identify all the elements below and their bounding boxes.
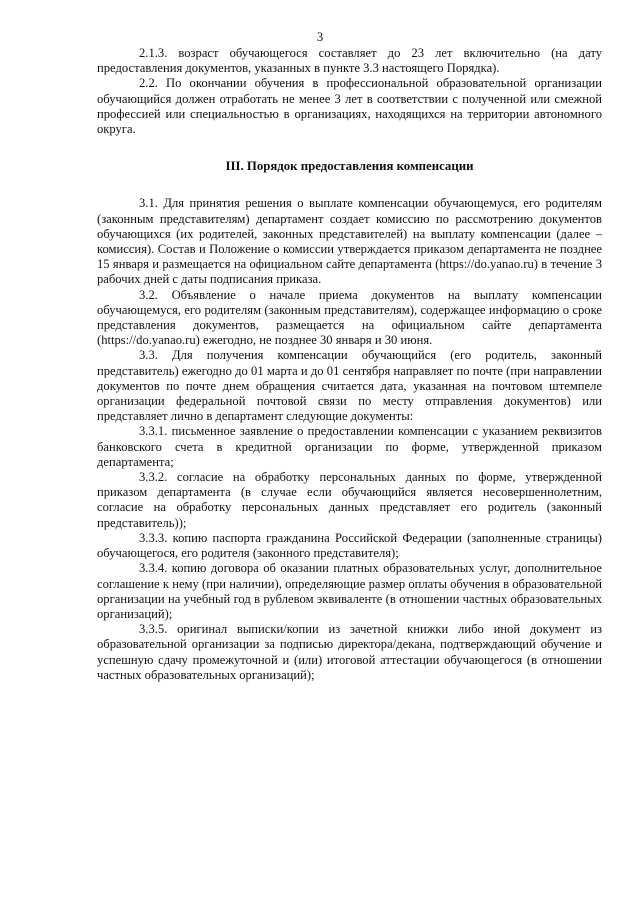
section-heading: III. Порядок предоставления компенсации <box>225 159 474 174</box>
page-number: 3 <box>316 30 324 44</box>
paragraph-3-3-4: 3.3.4. копию договора об оказании платных образовательных услуг, дополнительное соглашение к нему (при наличии), определяющие размер оплаты обучения в образовательной организации на учебный год в рублевом эквиваленте (в отношении частных образовательных организаций); <box>97 561 602 621</box>
paragraph-2-1-3: 2.1.3. возраст обучающегося составляет до 23 лет включительно (на дату предоставления документов, указанных в пункте 3.3 настоящего Порядка). <box>97 46 602 76</box>
document-body <box>97 46 602 683</box>
paragraph-3-3-5: 3.3.5. оригинал выписки/копии из зачетной книжки либо иной документ из образовательной организации за подписью директора/декана, подтверждающий обучение и успешную сдачу промежуточной и (или) итоговой аттестации обучающегося (в отношении частных образовательных организаций); <box>97 622 602 682</box>
paragraph-3-1: 3.1. Для принятия решения о выплате компенсации обучающемуся, его родителям (законным представителям) департамент создает комиссию по рассмотрению документов обучающихся (их родителей, законных представителей) на выплату компенсации (далее – комиссия). Состав и Положение о комиссии утверждается приказом департамента не позднее 15 января и размещается на официальном сайте департамента (https://do.yanao.ru) в течение 3 рабочих дней с даты подписания приказа. <box>97 196 602 287</box>
paragraph-3-2: 3.2. Объявление о начале приема документов на выплату компенсации обучающемуся, его родителям (законным представителям), содержащее информацию о сроке представления документов, размещается на официальном сайте департамента (https://do.yanao.ru) ежегодно, не позднее 30 января и 30 июня. <box>97 287 602 348</box>
paragraph-3-3-3: 3.3.3. копию паспорта гражданина Российской Федерации (заполненные страницы) обучающегося, его родителя (законного представителя); <box>97 530 602 561</box>
paragraph-3-3: 3.3. Для получения компенсации обучающийся (его родитель, законный представитель) ежегодно до 01 марта и до 01 сентября направляет по почте (при направлении документов по почте днем обращения считается дата, указанная на почтовом штемпеле организации федеральной почтовой связи по месту отправления документов) или представляет лично в департамент следующие документы: <box>97 348 602 424</box>
paragraph-3-3-1: 3.3.1. письменное заявление о предоставлении компенсации с указанием реквизитов банковского счета в кредитной организации по форме, утвержденной приказом департамента; <box>97 424 602 469</box>
paragraph-2-2: 2.2. По окончании обучения в профессиональной образовательной организации обучающийся должен отработать не менее 3 лет в соответствии с полученной или смежной профессией или специальностью в организациях, находящихся на территории автономного округа. <box>97 76 602 137</box>
paragraph-3-3-2: 3.3.2. согласие на обработку персональных данных по форме, утвержденной приказом департамента (в случае если обучающийся является несовершеннолетним, согласие на обработку персональных данных представляет его родитель (законный представитель)); <box>97 470 602 530</box>
